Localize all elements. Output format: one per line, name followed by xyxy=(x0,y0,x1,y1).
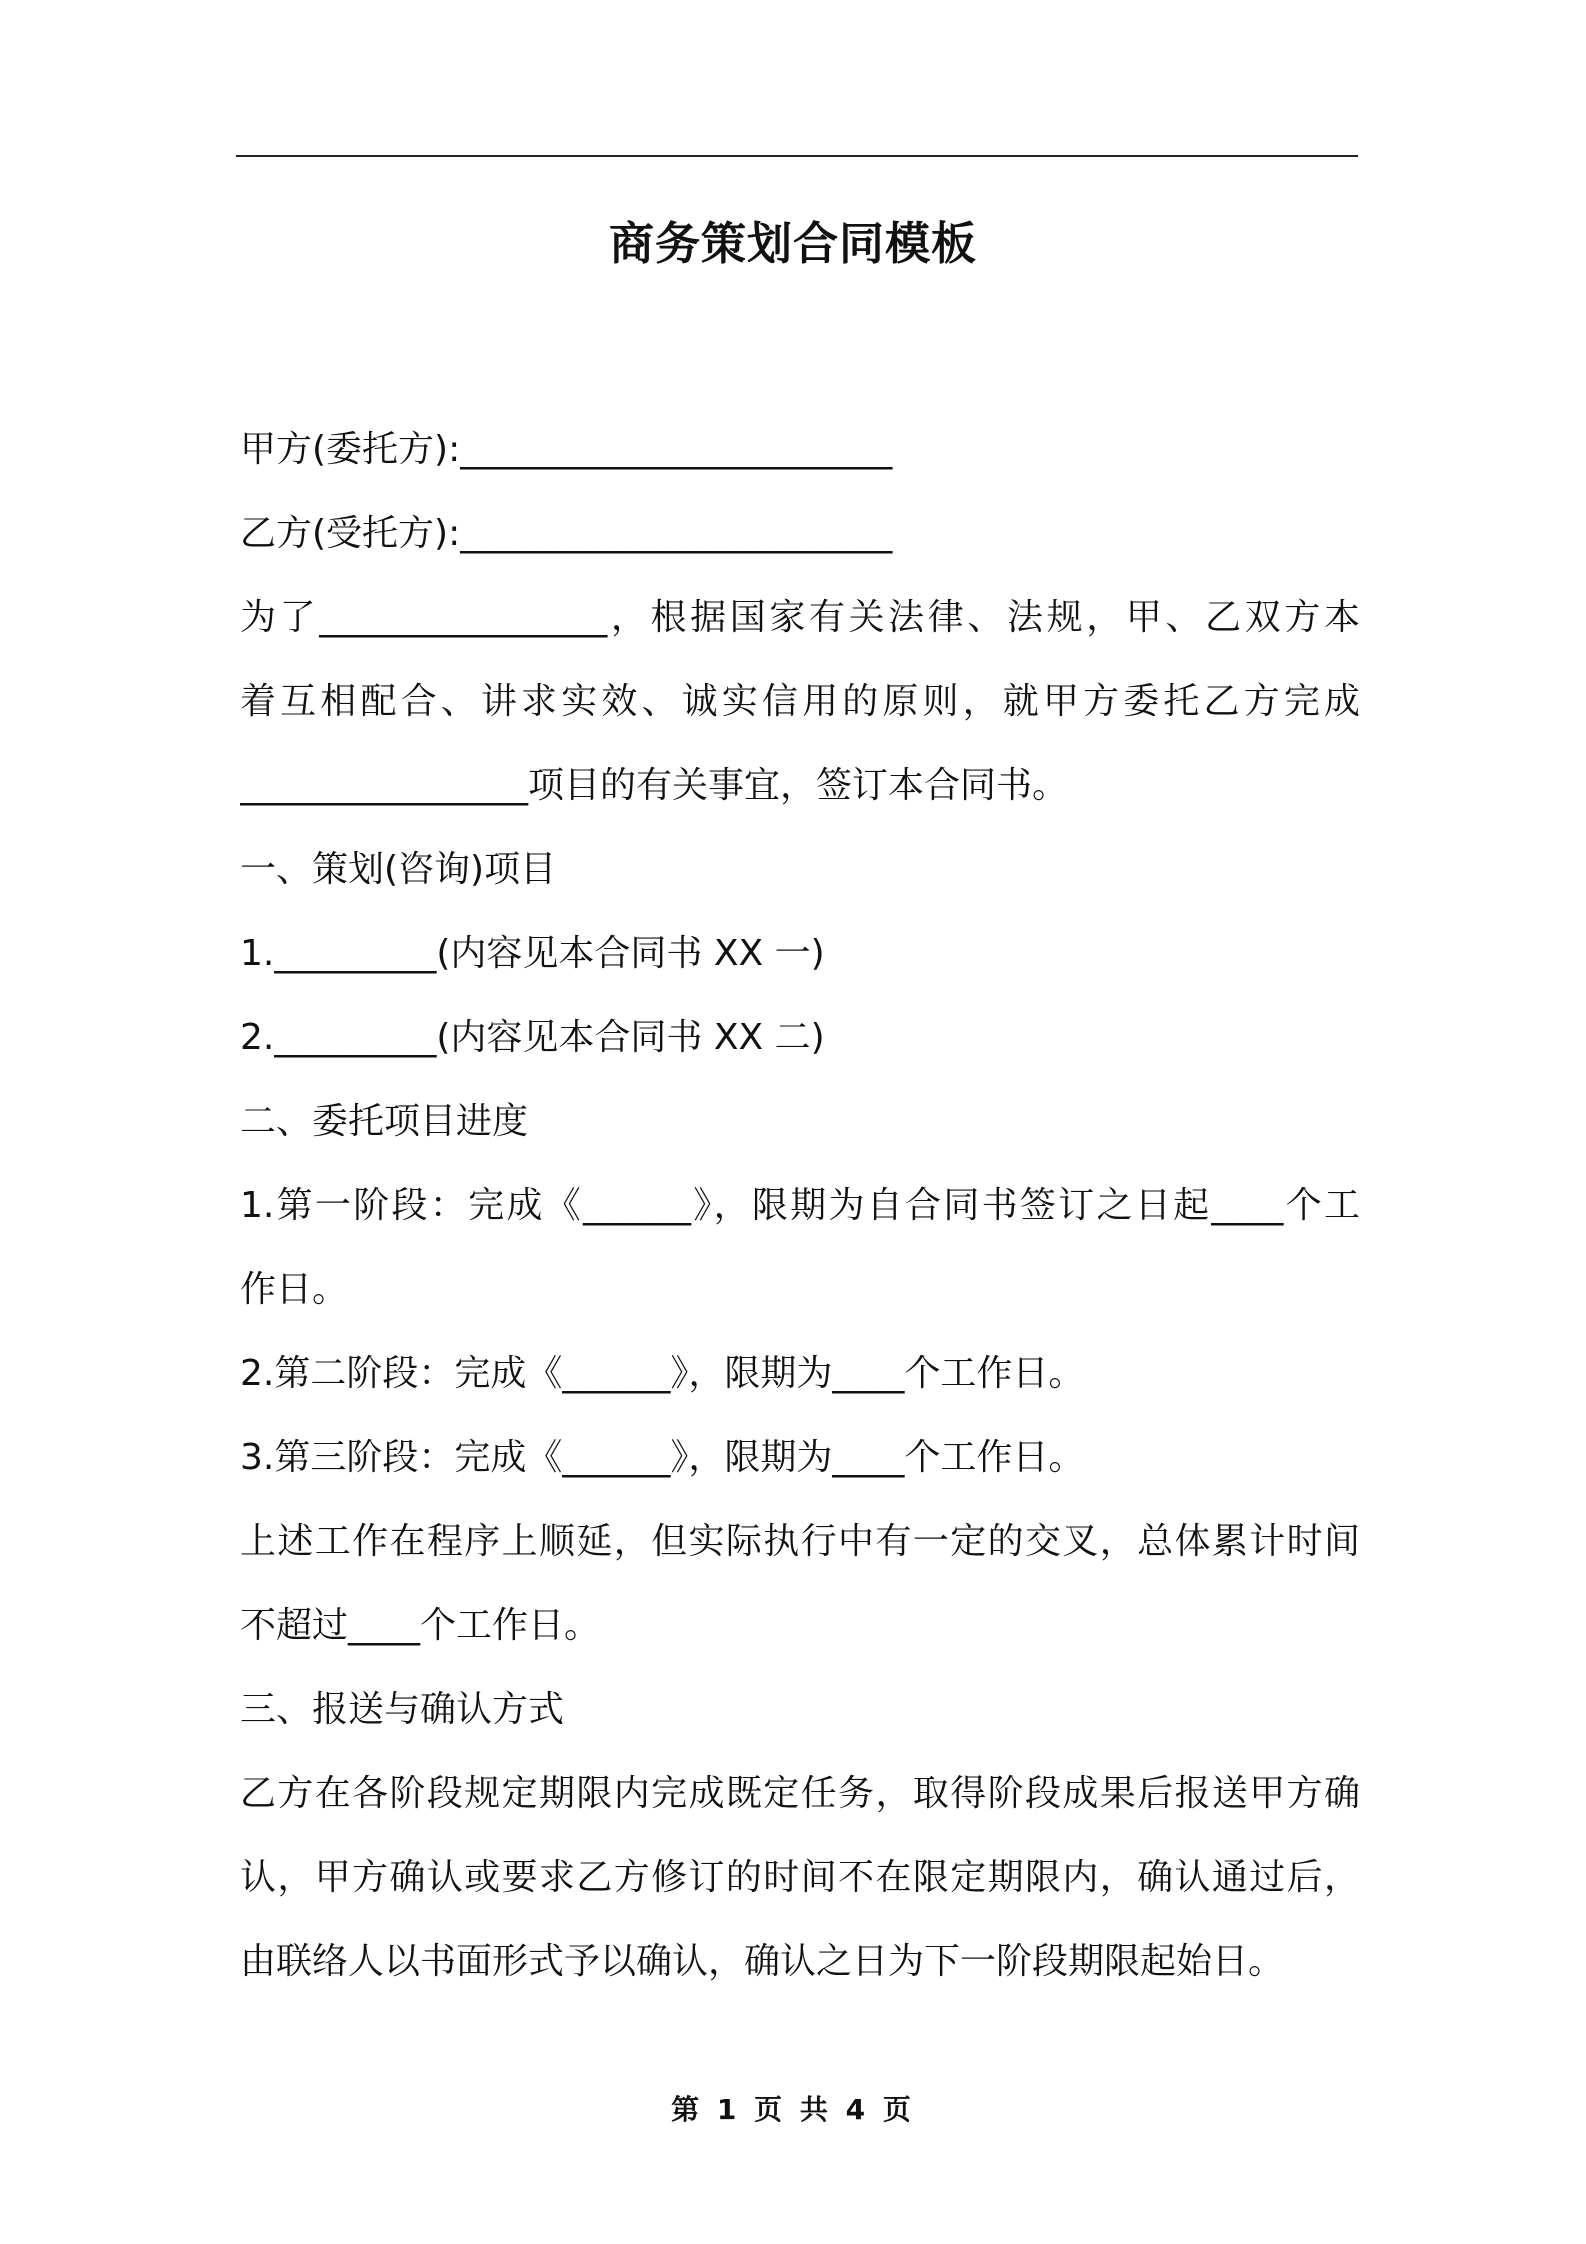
page-footer: 第 1 页 共 4 页 xyxy=(671,2093,915,2126)
party-a-line: 甲方(委托方):________________________ xyxy=(240,429,893,470)
document-title: 商务策划合同模板 xyxy=(608,217,977,270)
confirm-line-3: 由联络人以书面形式予以确认，确认之日为下一阶段期限起始日。 xyxy=(240,1941,1285,1982)
item-line-1: 1._________(内容见本合同书 XX 一) xyxy=(240,933,825,974)
item-line-2: 2._________(内容见本合同书 XX 二) xyxy=(240,1017,825,1058)
preamble-line-3: ________________项目的有关事宜，签订本合同书。 xyxy=(240,765,1069,806)
section-heading-3: 三、报送与确认方式 xyxy=(240,1689,565,1730)
preamble-line-1: 为了________________，根据国家有关法律、法规，甲、乙双方本 xyxy=(240,597,1360,638)
confirm-line-1: 乙方在各阶段规定期限内完成既定任务，取得阶段成果后报送甲方确 xyxy=(240,1773,1360,1814)
section-heading-2: 二、委托项目进度 xyxy=(240,1101,529,1142)
stage-1-line-cont: 作日。 xyxy=(240,1269,349,1310)
schedule-note-line-2: 不超过____个工作日。 xyxy=(240,1605,601,1646)
confirm-line-2: 认，甲方确认或要求乙方修订的时间不在限定期限内，确认通过后， xyxy=(240,1857,1360,1898)
document-body xyxy=(240,408,1360,2004)
section-heading-1: 一、策划(咨询)项目 xyxy=(240,849,557,890)
preamble-line-2: 着互相配合、讲求实效、诚实信用的原则，就甲方委托乙方完成 xyxy=(240,681,1360,722)
header-rule xyxy=(236,155,1358,157)
party-b-line: 乙方(受托方):________________________ xyxy=(240,513,893,554)
schedule-note-line-1: 上述工作在程序上顺延，但实际执行中有一定的交叉，总体累计时间 xyxy=(240,1521,1360,1562)
stage-3-line: 3.第三阶段：完成《______》，限期为____个工作日。 xyxy=(240,1437,1085,1478)
stage-2-line: 2.第二阶段：完成《______》，限期为____个工作日。 xyxy=(240,1353,1085,1394)
stage-1-line: 1.第一阶段：完成《______》，限期为自合同书签订之日起____个工 xyxy=(240,1185,1360,1226)
